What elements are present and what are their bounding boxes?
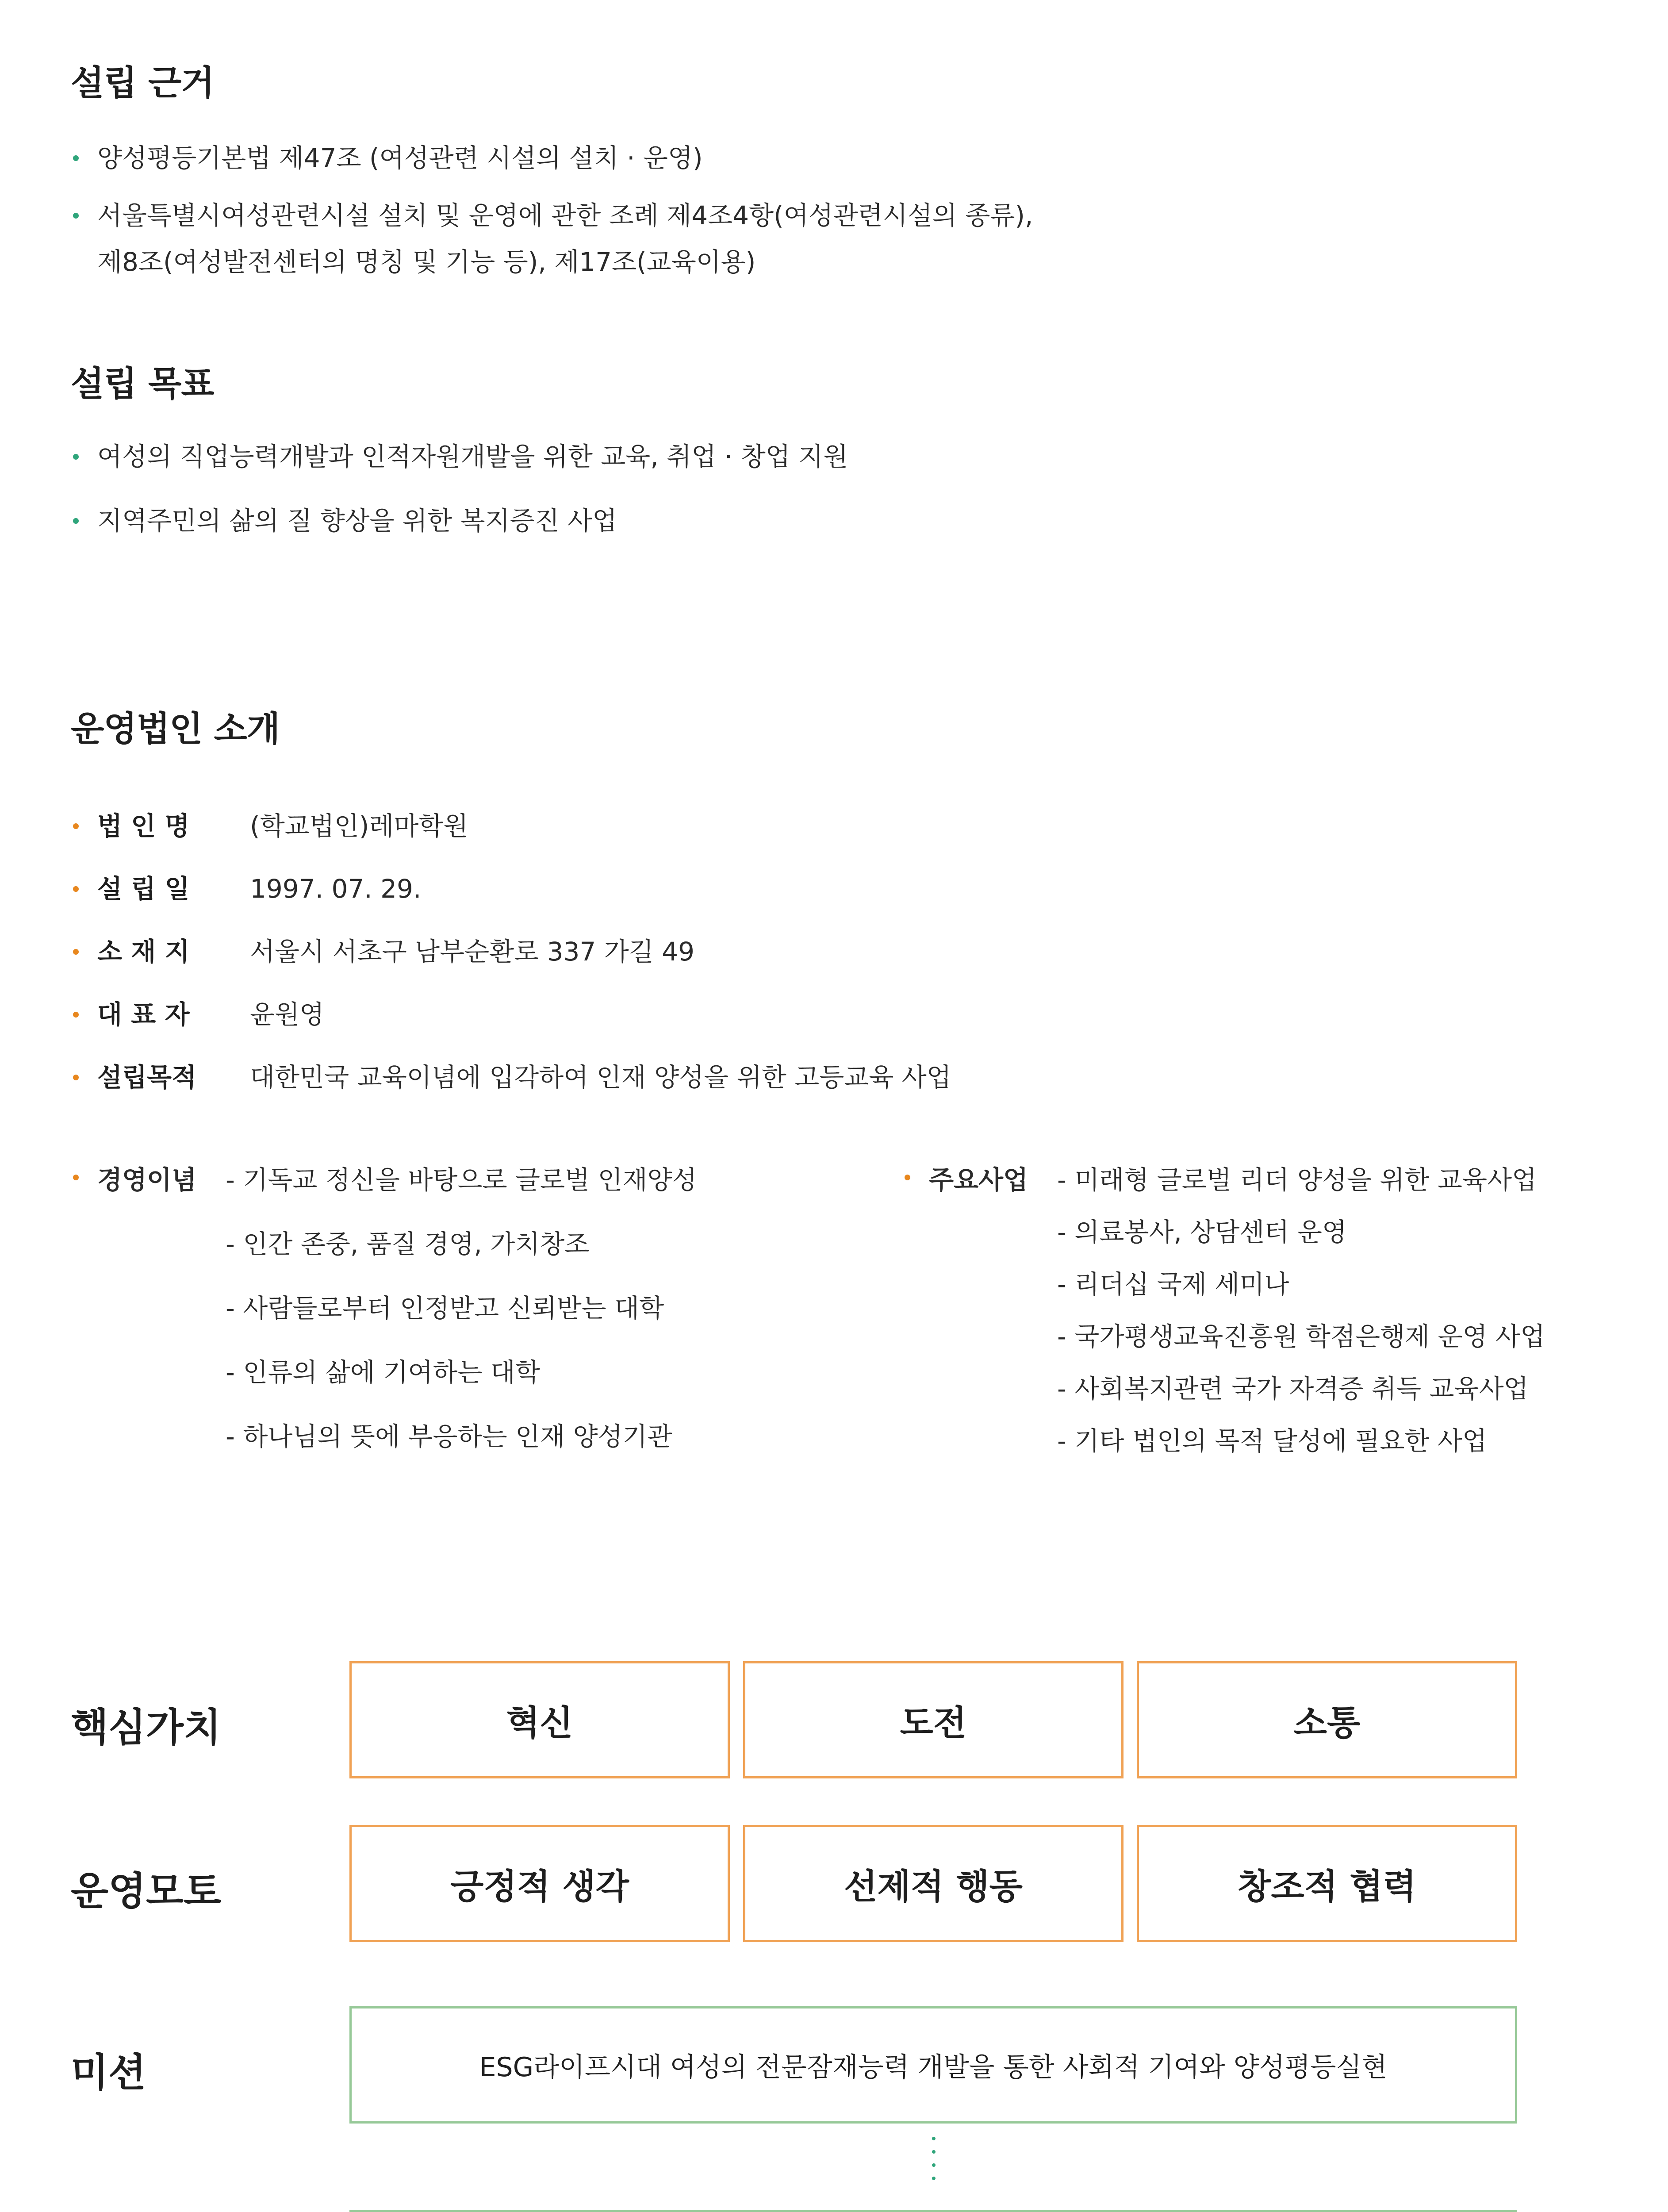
business-item: - 사회복지관련 국가 자격증 취득 교육사업 bbox=[1057, 1374, 1529, 1404]
business-item: - 리더십 국제 세미나 bbox=[1057, 1269, 1289, 1299]
motto-box: 긍정적 생각 bbox=[349, 1825, 730, 1942]
info-value: 1997. 07. 29. bbox=[250, 874, 422, 904]
label-motto: 운영모토 bbox=[71, 1868, 222, 1914]
core-value-box: 도전 bbox=[743, 1661, 1124, 1778]
philosophy-block bbox=[71, 1148, 867, 1484]
philosophy-label: 경영이념 bbox=[97, 1165, 197, 1195]
corporation-info bbox=[71, 803, 1398, 1113]
info-label: 설립목적 bbox=[97, 1062, 197, 1092]
bullet-dot bbox=[73, 1175, 79, 1180]
bullet-dot bbox=[73, 886, 79, 892]
business-block bbox=[902, 1148, 1654, 1484]
info-value: (학교법인)레마학원 bbox=[250, 811, 468, 841]
business-label: 주요사업 bbox=[929, 1165, 1028, 1195]
label-core-values: 핵심가치 bbox=[71, 1705, 222, 1750]
business-item: - 국가평생교육진흥원 학점은행제 운영 사업 bbox=[1057, 1321, 1545, 1352]
mission-box: ESG라이프시대 여성의 전문잠재능력 개발을 통한 사회적 기여와 양성평등실현 bbox=[349, 2006, 1517, 2124]
bullet-dot bbox=[73, 1012, 79, 1018]
list-item: 서울특별시여성관련시설 설치 및 운영에 관한 조례 제4조4항(여성관련시설의 종류), bbox=[97, 200, 1033, 230]
motto-box: 선제적 행동 bbox=[743, 1825, 1124, 1942]
bullet-dot bbox=[73, 155, 79, 161]
info-label: 소 재 지 bbox=[97, 937, 190, 967]
connector-dots bbox=[931, 2137, 936, 2190]
business-item: - 의료봉사, 상담센터 운영 bbox=[1057, 1217, 1347, 1247]
section-title-basis: 설립 근거 bbox=[71, 63, 214, 103]
business-item: - 기타 법인의 목적 달성에 필요한 사업 bbox=[1057, 1426, 1487, 1456]
philosophy-item: - 인류의 삶에 기여하는 대학 bbox=[226, 1357, 540, 1387]
vision-box bbox=[349, 2210, 1517, 2212]
bullet-dot bbox=[73, 454, 79, 460]
core-value-box: 혁신 bbox=[349, 1661, 730, 1778]
core-value-box: 소통 bbox=[1137, 1661, 1517, 1778]
info-value: 윤원영 bbox=[250, 999, 325, 1029]
label-mission: 미션 bbox=[71, 2050, 146, 2095]
list-item: 지역주민의 삶의 질 향상을 위한 복지증진 사업 bbox=[97, 506, 617, 536]
bullet-dot bbox=[73, 213, 79, 219]
list-item: 여성의 직업능력개발과 인적자원개발을 위한 교육, 취업 · 창업 지원 bbox=[97, 442, 848, 472]
bullet-dot bbox=[73, 823, 79, 829]
list-item: 양성평등기본법 제47조 (여성관련 시설의 설치 · 운영) bbox=[97, 143, 703, 173]
section-title-corporation: 운영법인 소개 bbox=[71, 709, 280, 749]
bullet-dot bbox=[73, 518, 79, 524]
info-label: 대 표 자 bbox=[97, 999, 190, 1029]
list-item-continuation: 제8조(여성발전센터의 명칭 및 기능 등), 제17조(교육이용) bbox=[97, 247, 756, 277]
info-value: 대한민국 교육이념에 입각하여 인재 양성을 위한 고등교육 사업 bbox=[250, 1062, 951, 1092]
bullet-dot bbox=[905, 1175, 910, 1180]
philosophy-item: - 기독교 정신을 바탕으로 글로벌 인재양성 bbox=[226, 1165, 697, 1195]
philosophy-item: - 인간 존중, 품질 경영, 가치창조 bbox=[226, 1229, 590, 1259]
philosophy-item: - 사람들로부터 인정받고 신뢰받는 대학 bbox=[226, 1293, 664, 1323]
info-label: 법 인 명 bbox=[97, 811, 190, 841]
info-value: 서울시 서초구 남부순환로 337 가길 49 bbox=[250, 937, 695, 967]
bullet-dot bbox=[73, 1075, 79, 1080]
info-label: 설 립 일 bbox=[97, 874, 190, 904]
section-title-goal: 설립 목표 bbox=[71, 364, 214, 404]
philosophy-item: - 하나님의 뜻에 부응하는 인재 양성기관 bbox=[226, 1421, 672, 1452]
business-item: - 미래형 글로벌 리더 양성을 위한 교육사업 bbox=[1057, 1165, 1537, 1195]
bullet-dot bbox=[73, 949, 79, 955]
motto-box: 창조적 협력 bbox=[1137, 1825, 1517, 1942]
